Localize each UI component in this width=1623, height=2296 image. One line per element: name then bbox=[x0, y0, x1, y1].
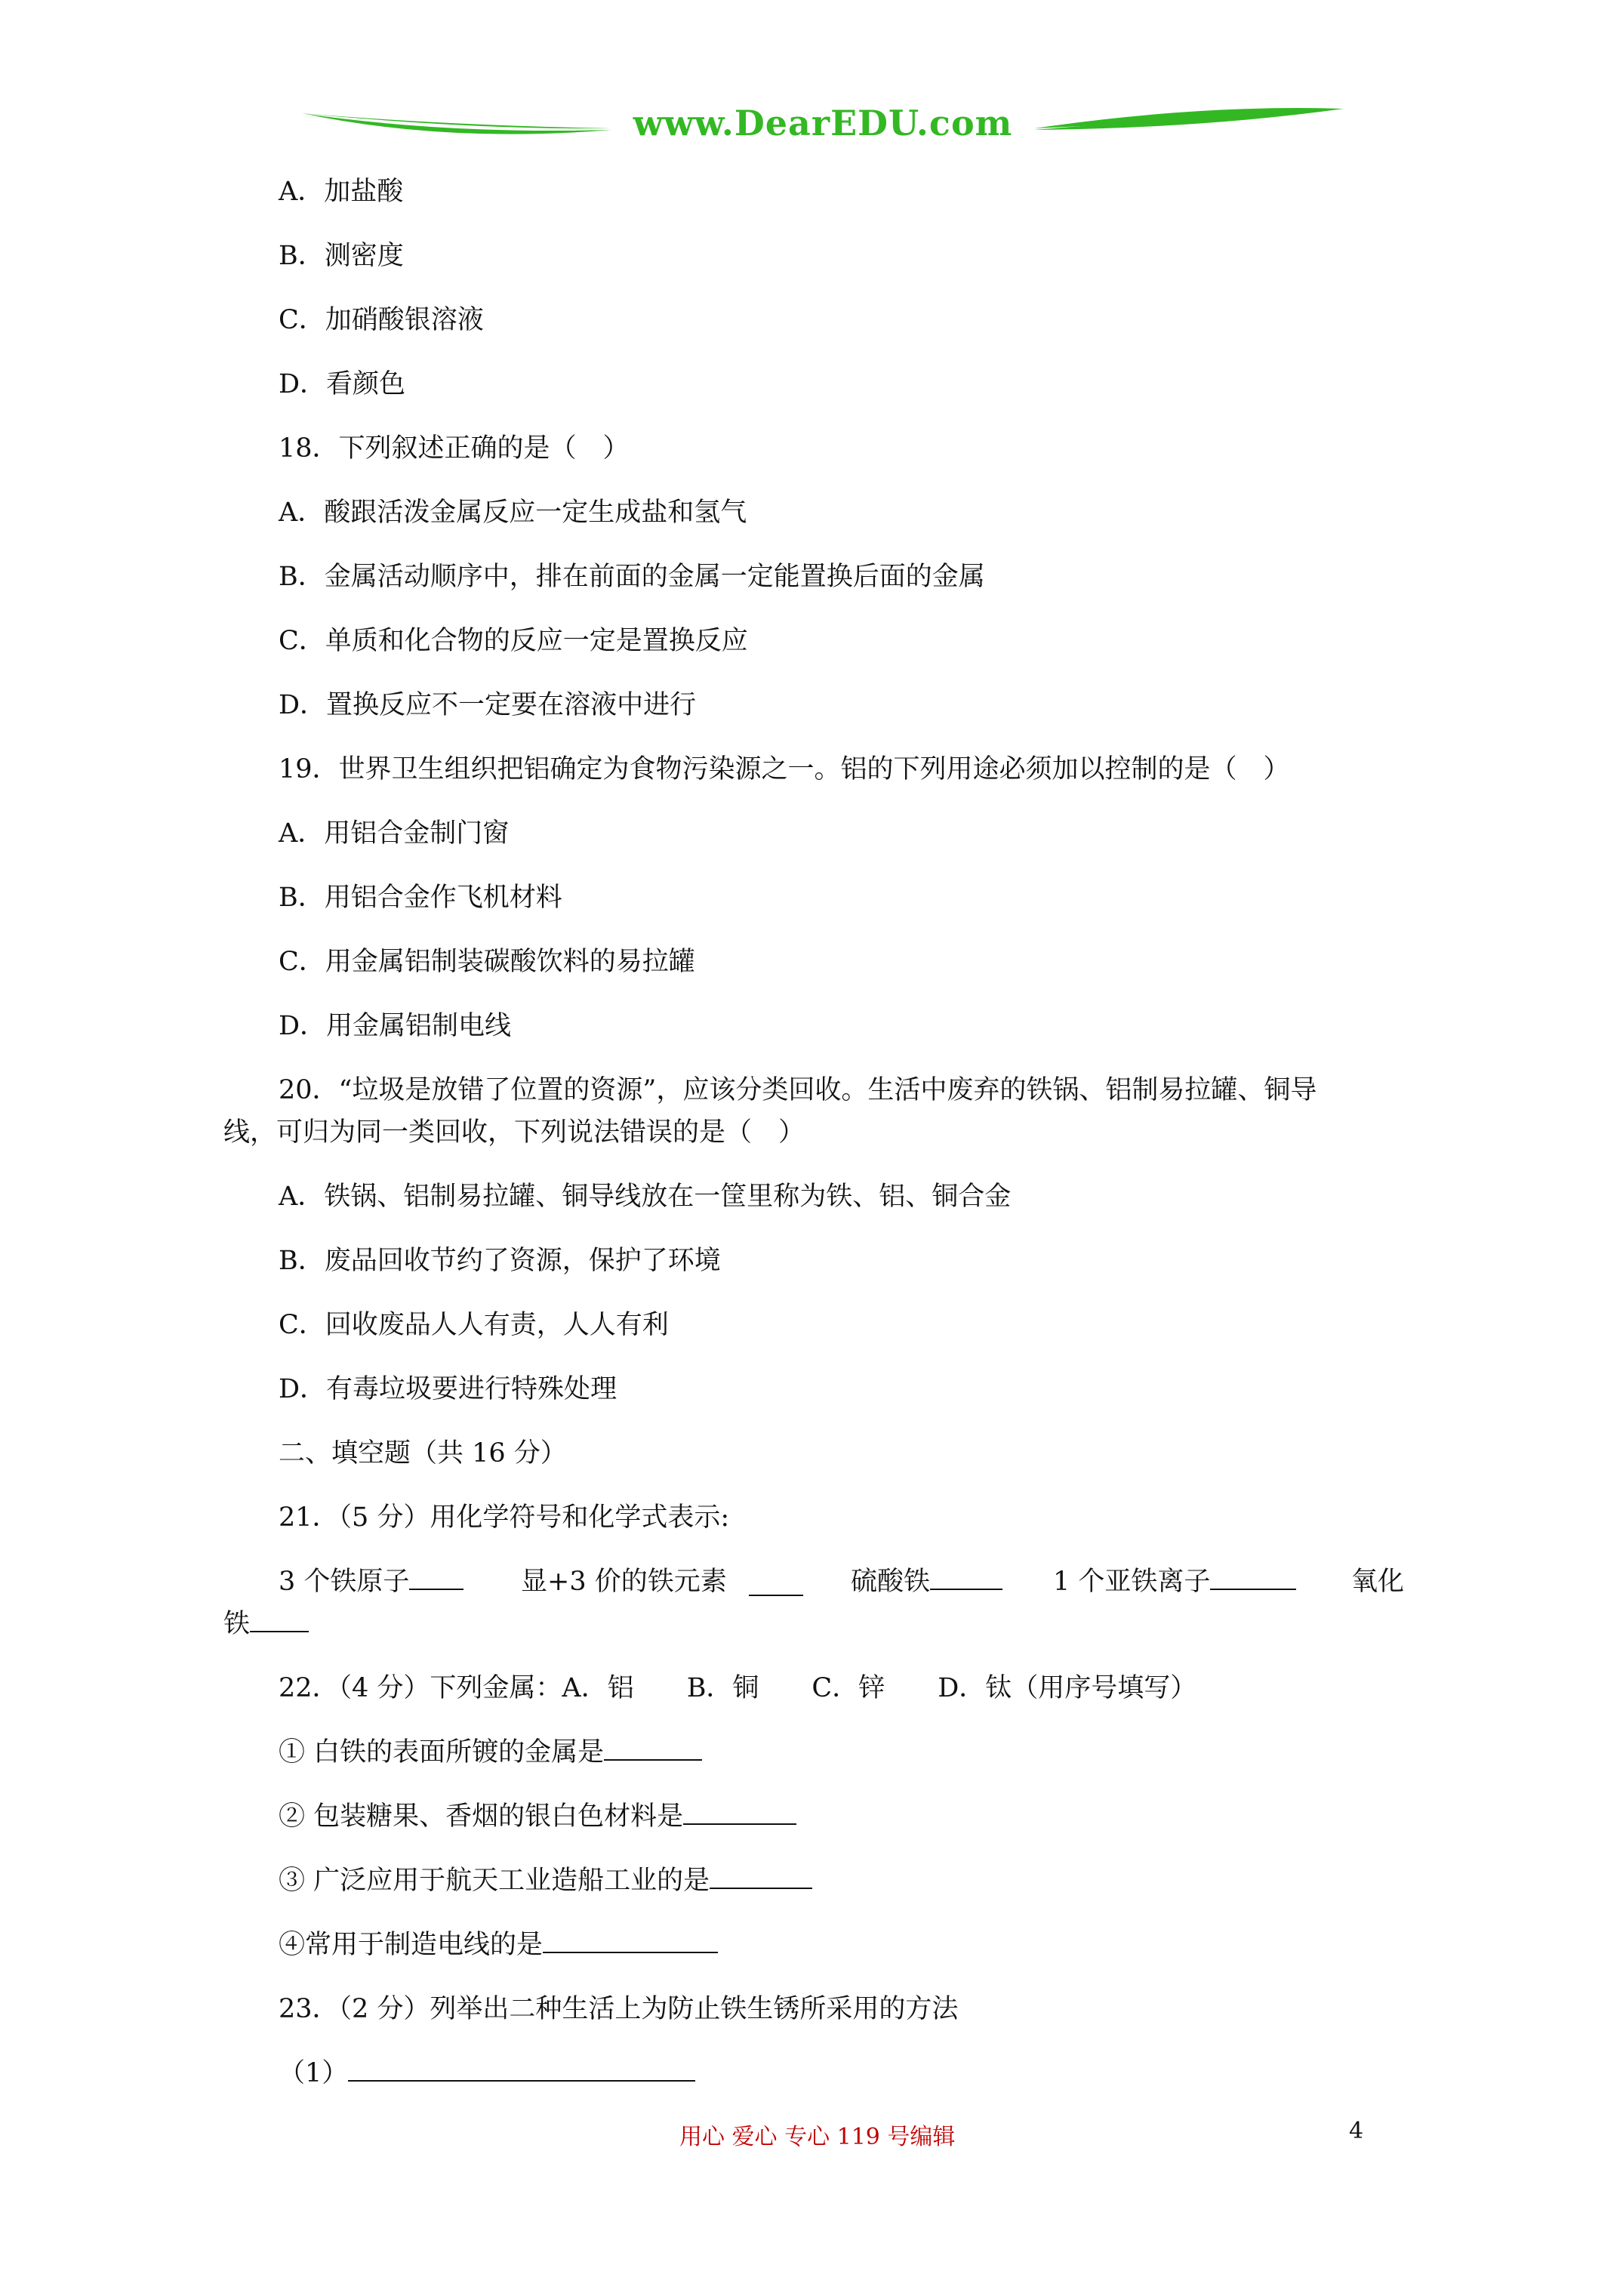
blank-q22-4[interactable] bbox=[543, 1929, 718, 1953]
q20-option-d: D．有毒垃圾要进行特殊处理 bbox=[279, 1374, 617, 1404]
q22-part-4 bbox=[279, 1928, 718, 1962]
option-b-density: B．测密度 bbox=[279, 241, 404, 271]
question-18: 18．下列叙述正确的是（ ） bbox=[279, 433, 630, 464]
q21-item-c: 硫酸铁 bbox=[851, 1567, 931, 1597]
blank-q22-1[interactable] bbox=[604, 1737, 702, 1761]
question-20-line2: 线，可归为同一类回收，下列说法错误的是（ ） bbox=[223, 1117, 805, 1148]
q21-item-b: 显+3 价的铁元素 bbox=[521, 1567, 727, 1597]
q22-part-3 bbox=[279, 1864, 812, 1897]
q18-option-c: C．单质和化合物的反应一定是置换反应 bbox=[279, 626, 748, 656]
option-c-silver-nitrate: C．加硝酸银溶液 bbox=[279, 305, 484, 335]
section-fill-in: 二、填空题（共 16 分） bbox=[279, 1438, 567, 1469]
q21-item-e: 氧化 bbox=[1351, 1567, 1405, 1597]
q19-option-b: B．用铝合金作飞机材料 bbox=[279, 883, 562, 913]
q21-blanks-row bbox=[279, 1565, 463, 1598]
q20-option-c: C．回收废品人人有责，人人有利 bbox=[279, 1310, 669, 1340]
q22-part-3-text: ③ 广泛应用于航天工业造船工业的是 bbox=[279, 1866, 710, 1896]
blank-c[interactable] bbox=[930, 1566, 1002, 1590]
q23-answer-1-label: （1） bbox=[279, 2058, 349, 2088]
question-22: 22．（4 分）下列金属：A．铝 B．铜 C．锌 D．钛（用序号填写） bbox=[279, 1673, 1197, 1703]
q18-option-b: B．金属活动顺序中，排在前面的金属一定能置换后面的金属 bbox=[279, 562, 985, 592]
q21-item-d-wrap bbox=[1053, 1565, 1296, 1598]
q21-item-c-wrap bbox=[851, 1565, 1002, 1598]
option-d-color: D．看颜色 bbox=[279, 369, 406, 399]
footer-credit: 用心 爱心 专心 119 号编辑 bbox=[679, 2124, 956, 2150]
blank-q23-1[interactable] bbox=[348, 2057, 695, 2082]
blank-q22-2[interactable] bbox=[683, 1801, 796, 1825]
blank-b[interactable] bbox=[749, 1572, 803, 1596]
q22-part-2 bbox=[279, 1800, 796, 1833]
q18-option-a: A．酸跟活泼金属反应一定生成盐和氢气 bbox=[279, 498, 747, 528]
site-header bbox=[294, 98, 1344, 148]
q21-item-d: 1 个亚铁离子 bbox=[1053, 1567, 1211, 1597]
q21-item-f-wrap bbox=[223, 1607, 309, 1641]
blank-q22-3[interactable] bbox=[710, 1865, 812, 1889]
q22-part-1-text: ① 白铁的表面所镀的金属是 bbox=[279, 1737, 605, 1767]
q23-answer-1 bbox=[279, 2057, 695, 2090]
q22-part-1 bbox=[279, 1736, 702, 1769]
blank-a[interactable] bbox=[409, 1566, 463, 1590]
q18-option-d: D．置换反应不一定要在溶液中进行 bbox=[279, 690, 697, 720]
q21-item-a: 3 个铁原子 bbox=[279, 1567, 410, 1597]
q21-item-f: 铁 bbox=[223, 1609, 251, 1639]
q20-option-b: B．废品回收节约了资源，保护了环境 bbox=[279, 1246, 721, 1276]
question-20-line1: 20．“垃圾是放错了位置的资源”，应该分类回收。生活中废弃的铁锅、铝制易拉罐、铜导 bbox=[279, 1075, 1317, 1105]
q19-option-d: D．用金属铝制电线 bbox=[279, 1011, 512, 1041]
q19-option-c: C．用金属铝制装碳酸饮料的易拉罐 bbox=[279, 947, 695, 977]
blank-e[interactable] bbox=[250, 1608, 309, 1632]
site-name: www.DearEDU.com bbox=[633, 103, 1013, 143]
question-23: 23．（2 分）列举出二种生活上为防止铁生锈所采用的方法 bbox=[279, 1994, 959, 2024]
page-number: 4 bbox=[1349, 2118, 1364, 2144]
q22-part-2-text: ② 包装糖果、香烟的银白色材料是 bbox=[279, 1801, 684, 1832]
q19-option-a: A．用铝合金制门窗 bbox=[279, 818, 510, 849]
q20-option-a: A．铁锅、铝制易拉罐、铜导线放在一筐里称为铁、铝、铜合金 bbox=[279, 1182, 1012, 1212]
option-a-hydrochloric: A．加盐酸 bbox=[279, 177, 404, 207]
q21-item-b-wrap bbox=[521, 1565, 727, 1598]
blank-d[interactable] bbox=[1210, 1566, 1296, 1590]
question-21: 21．（5 分）用化学符号和化学式表示: bbox=[279, 1502, 730, 1533]
question-19: 19．世界卫生组织把铝确定为食物污染源之一。铝的下列用途必须加以控制的是（ ） bbox=[279, 754, 1290, 784]
q22-part-4-text: ④常用于制造电线的是 bbox=[279, 1930, 544, 1960]
